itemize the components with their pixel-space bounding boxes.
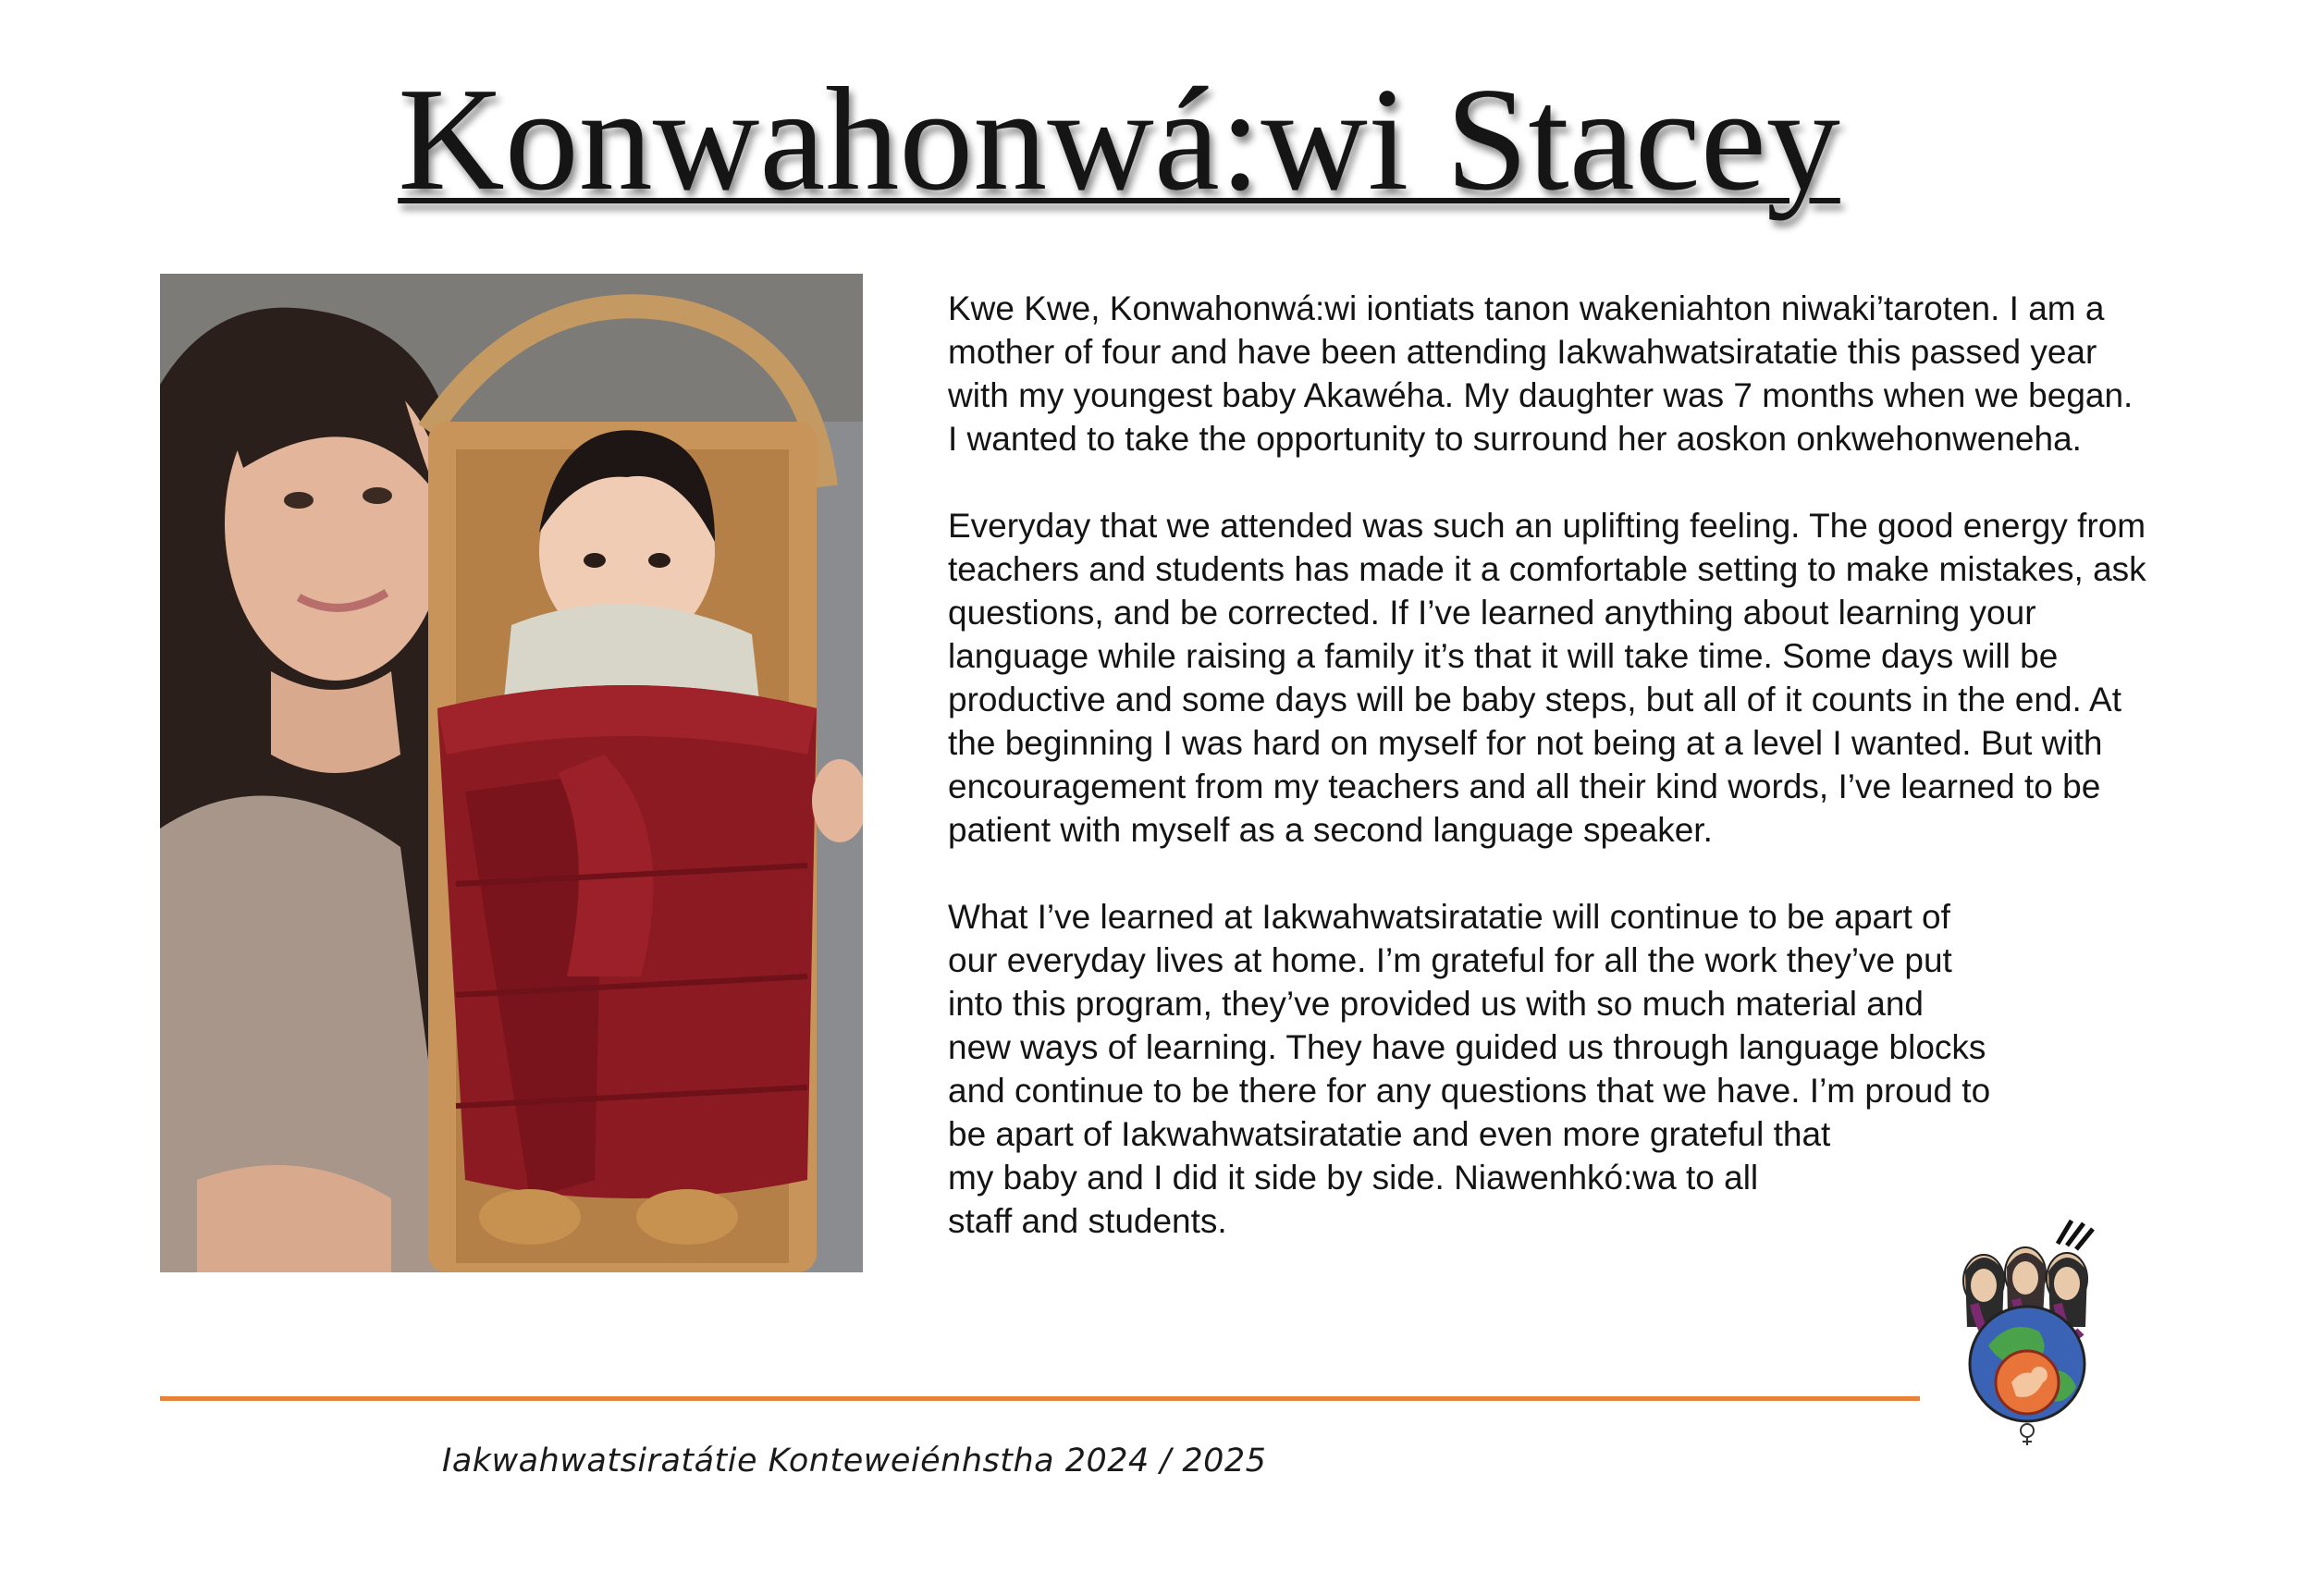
footer-divider: [160, 1396, 1920, 1401]
testimonial-paragraph-2: Everyday that we attended was such an uplifting feeling. The good energy from teachers and students has made it a comfortable setting to make mistakes, ask questions, and be corrected. If I’ve learned anything about learning your language while raising a family it’s that it will take time. Some days will be productive and some days will be baby steps, but all of it counts in the end. At the beginning I was hard on myself for not being at a level I wanted. But with encouragement from my teachers and all their kind words, I’ve learned to be patient with myself as a second language speaker.: [948, 507, 2146, 849]
footer-caption: Iakwahwatsiratátie Konteweiénhstha 2024 / 2025: [442, 1443, 1267, 1479]
testimonial-paragraph-1: Kwe Kwe, Konwahonwá:wi iontiats tanon wakeniahton niwaki’taroten. I am a mother of four and have been attending Iakwahwatsiratatie this passed year with my youngest baby Akawéha. My daughter was 7 months when we began. I wanted to take the opportunity to surround her aoskon onkwehonweneha.: [948, 289, 2134, 458]
paragraph-3-line: What I’ve learned at Iakwahwatsiratatie will continue to be apart of: [948, 898, 1950, 936]
paragraph-3-line: staff and students.: [948, 1202, 1227, 1240]
portrait-photo: [160, 274, 863, 1272]
testimonial-paragraph-3: [948, 895, 2150, 1243]
portrait-photo-illustration: [160, 274, 863, 1272]
paragraph-3-line: into this program, they’ve provided us with so much material and: [948, 985, 1925, 1023]
page-title-text: Konwahonwá:wi Stacey: [398, 56, 1840, 221]
paragraph-3-line: new ways of learning. They have guided us through language blocks: [948, 1028, 1986, 1066]
paragraph-3-line: be apart of Iakwahwatsiratatie and even more grateful that: [948, 1115, 1831, 1153]
testimonial-text: [948, 287, 2150, 1243]
page-title: [0, 56, 2238, 221]
paragraph-3-line: my baby and I did it side by side. Niawenhkó:wa to all: [948, 1159, 1759, 1197]
paragraph-3-line: our everyday lives at home. I’m grateful for all the work they’ve put: [948, 941, 1952, 979]
paragraph-3-line: and continue to be there for any questions that we have. I’m proud to: [948, 1072, 1991, 1110]
school-logo-icon: [1947, 1216, 2109, 1447]
